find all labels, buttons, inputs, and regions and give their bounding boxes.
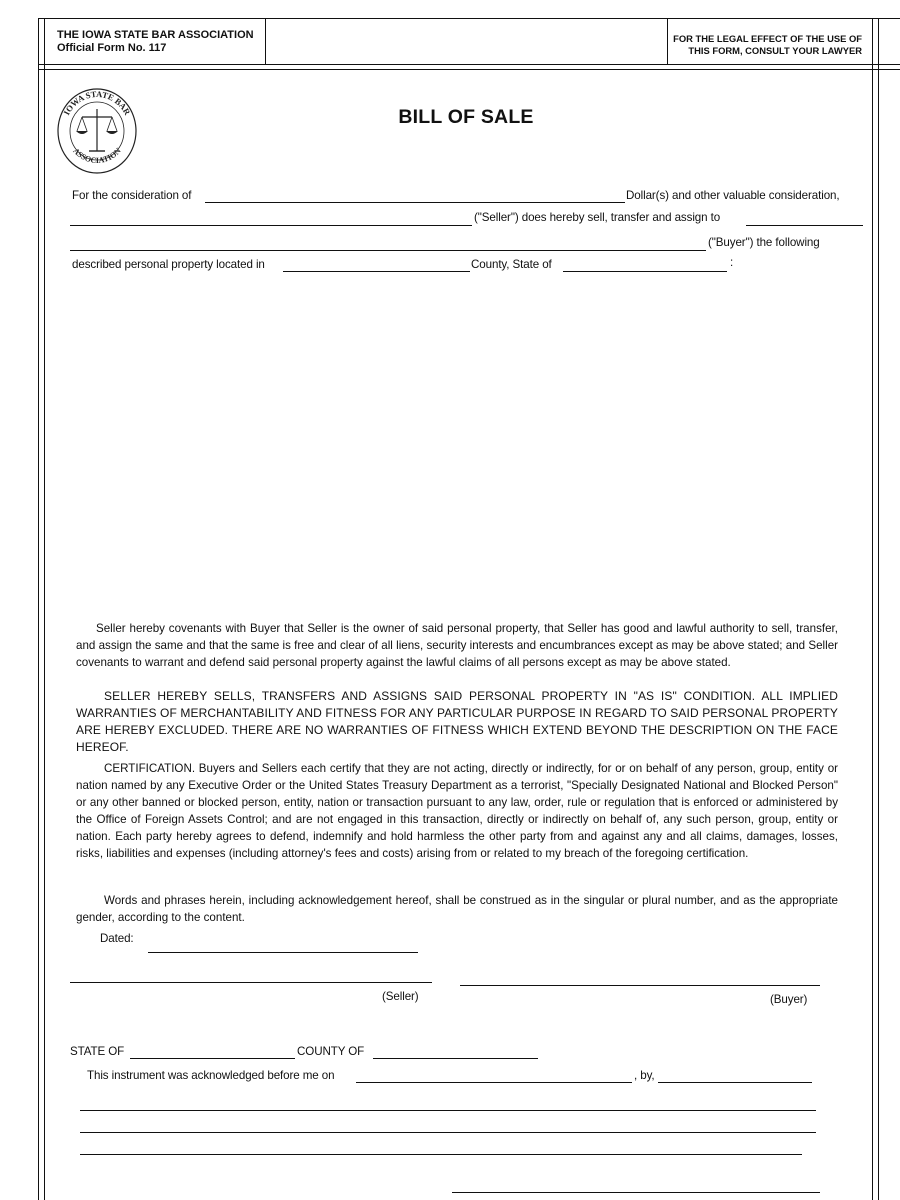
buyer-name-field[interactable] bbox=[70, 250, 706, 251]
legal-notice-line2: THIS FORM, CONSULT YOUR LAWYER bbox=[688, 45, 862, 56]
frame-right-inner bbox=[872, 18, 873, 1200]
header-left bbox=[57, 29, 254, 55]
acknowledged-prefix: This instrument was acknowledged before me on bbox=[87, 1069, 335, 1082]
header-divider-right bbox=[667, 18, 668, 64]
seller-clause: ("Seller") does hereby sell, transfer and assign to bbox=[474, 211, 721, 224]
consideration-suffix: Dollar(s) and other valuable consideration, bbox=[626, 189, 840, 202]
document-title: BILL OF SALE bbox=[398, 106, 534, 128]
frame-left-inner bbox=[44, 18, 45, 1200]
consideration-prefix: For the consideration of bbox=[72, 189, 192, 202]
acknowledged-names-line-3[interactable] bbox=[80, 1154, 802, 1155]
association-name: THE IOWA STATE BAR ASSOCIATION bbox=[57, 29, 254, 41]
seller-signature-label: (Seller) bbox=[382, 990, 419, 1003]
header-right bbox=[673, 33, 862, 57]
buyer-clause: ("Buyer") the following bbox=[708, 236, 820, 249]
construction-text: Words and phrases herein, including acknowledgement hereof, shall be construed as in the singular or plural number, and as the appropriate gender, according to the content. bbox=[76, 894, 838, 924]
frame-left-outer bbox=[38, 18, 39, 1200]
notary-state-field[interactable] bbox=[130, 1058, 295, 1059]
frame-top bbox=[38, 18, 900, 19]
dated-label: Dated: bbox=[100, 932, 134, 945]
as-is-text: SELLER HEREBY SELLS, TRANSFERS AND ASSIGNS SAID PERSONAL PROPERTY IN "AS IS" CONDITION. ALL IMPLIED WARRANTIES OF MERCHANTABILITY AND FITNESS FOR ANY PARTICULAR PURPOSE IN REGARD TO SAID PERSONAL PROPERTY ARE HEREBY EXCLUDED. THERE ARE NO WARRANTIES OF FITNESS WHICH EXTEND BEYOND THE DESCRIPTION ON THE FACE HEREOF. bbox=[76, 689, 838, 754]
by-label: , by, bbox=[634, 1069, 655, 1082]
certification-text: CERTIFICATION. Buyers and Sellers each certify that they are not acting, directly or indirectly, for or on behalf of any person, group, entity or nation named by any Executive Order or the United States Treasury Department as a terrorist, "Specially Designated National and Blocked Person" or any other banned or blocked person, entity, nation or transaction pursuant to any law, order, rule or regulation that is enforced or administered by the Office of Foreign Assets Control; and are not engaged in this transaction, directly or indirectly on behalf of, any such person, group, entity or nation. Each party hereby agrees to defend, indemnify and hold harmless the other party from and against any and all claims, damages, losses, risks, liabilities and expenses (including attorney's fees and costs) arising from or related to my breach of the foregoing certification. bbox=[76, 762, 838, 860]
buyer-signature-label: (Buyer) bbox=[770, 993, 808, 1006]
acknowledged-names-line-2[interactable] bbox=[80, 1132, 816, 1133]
state-of-label: STATE OF bbox=[70, 1045, 125, 1058]
certification-paragraph bbox=[76, 760, 838, 862]
header-bottom-1 bbox=[38, 64, 900, 65]
covenant-text: Seller hereby covenants with Buyer that Seller is the owner of said personal property, that Seller has good and lawful authority to sell, transfer, and assign the same and that the same is free and clear of all liens, security interests and encumbrances except as may be above stated; and Seller covenants to warrant and defend said personal property against the lawful claims of all persons except as may be above stated. bbox=[76, 622, 838, 669]
svg-text:IOWA STATE BAR: IOWA STATE BAR bbox=[61, 88, 133, 117]
county-field[interactable] bbox=[283, 271, 470, 272]
acknowledged-date-field[interactable] bbox=[356, 1082, 632, 1083]
bar-association-seal-icon bbox=[55, 85, 139, 177]
notary-county-field[interactable] bbox=[373, 1058, 538, 1059]
legal-notice-line1: FOR THE LEGAL EFFECT OF THE USE OF bbox=[673, 33, 862, 44]
header-divider-left bbox=[265, 18, 266, 64]
county-state-label: County, State of bbox=[471, 258, 552, 271]
state-field[interactable] bbox=[563, 271, 727, 272]
covenant-paragraph bbox=[76, 620, 838, 671]
property-location-prefix: described personal property located in bbox=[72, 258, 265, 271]
form-number: Official Form No. 117 bbox=[57, 42, 167, 54]
as-is-paragraph bbox=[76, 688, 838, 756]
seller-signature-line[interactable] bbox=[70, 982, 432, 983]
dated-field[interactable] bbox=[148, 952, 418, 953]
buyer-name-field-start[interactable] bbox=[746, 225, 863, 226]
frame-right-outer bbox=[878, 18, 879, 1200]
svg-text:ASSOCIATION: ASSOCIATION bbox=[71, 146, 123, 166]
buyer-signature-line[interactable] bbox=[460, 985, 820, 986]
consideration-amount-field[interactable] bbox=[205, 202, 625, 203]
construction-paragraph bbox=[76, 892, 838, 926]
acknowledged-by-field[interactable] bbox=[658, 1082, 812, 1083]
header-bottom-2 bbox=[38, 69, 900, 70]
acknowledged-names-line-1[interactable] bbox=[80, 1110, 816, 1111]
seller-name-field[interactable] bbox=[70, 225, 472, 226]
notary-signature-line[interactable] bbox=[452, 1192, 820, 1193]
county-of-label: COUNTY OF bbox=[297, 1045, 365, 1058]
property-colon: : bbox=[730, 256, 734, 269]
